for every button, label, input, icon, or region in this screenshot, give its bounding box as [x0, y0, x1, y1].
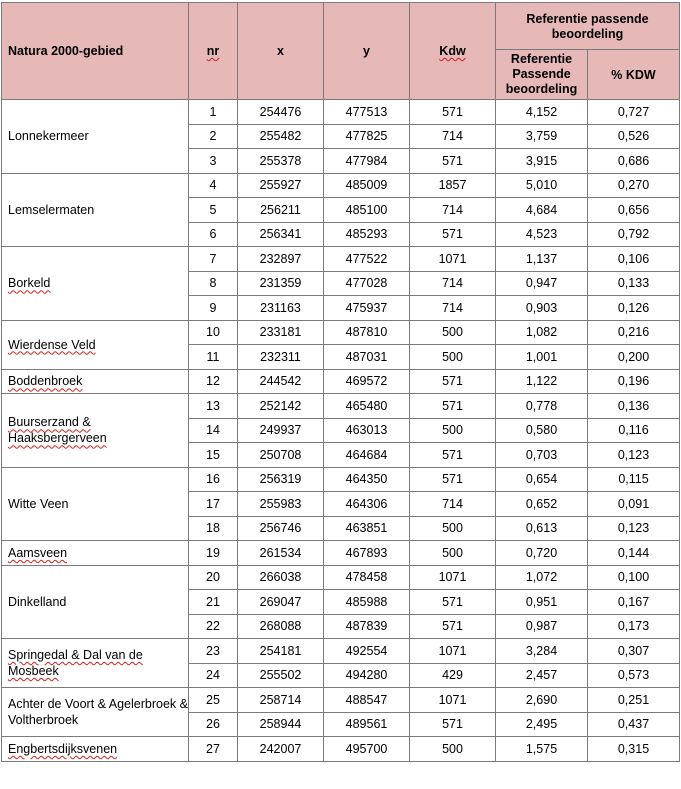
- cell-x: 268088: [238, 614, 324, 639]
- cell-ref: 0,720: [496, 541, 588, 566]
- cell-kdw: 714: [410, 198, 496, 223]
- table-row: [2, 467, 680, 492]
- cell-pct: 0,115: [588, 467, 680, 492]
- cell-pct: 0,727: [588, 100, 680, 125]
- cell-pct: 0,123: [588, 516, 680, 541]
- cell-nr: 18: [189, 516, 238, 541]
- cell-nr: 19: [189, 541, 238, 566]
- cell-nr: 11: [189, 345, 238, 370]
- cell-y: 492554: [324, 639, 410, 664]
- cell-ref: 1,575: [496, 737, 588, 762]
- header-area: Natura 2000-gebied: [2, 3, 189, 100]
- cell-pct: 0,315: [588, 737, 680, 762]
- header-nr: nr: [189, 3, 238, 100]
- cell-kdw: 500: [410, 541, 496, 566]
- cell-kdw: 429: [410, 663, 496, 688]
- cell-y: 469572: [324, 369, 410, 394]
- cell-nr: 23: [189, 639, 238, 664]
- cell-pct: 0,136: [588, 394, 680, 419]
- cell-kdw: 571: [410, 394, 496, 419]
- cell-nr: 21: [189, 590, 238, 615]
- cell-ref: 1,137: [496, 247, 588, 272]
- cell-nr: 9: [189, 296, 238, 321]
- cell-x: 255983: [238, 492, 324, 517]
- cell-kdw: 571: [410, 149, 496, 174]
- cell-kdw: 714: [410, 296, 496, 321]
- cell-y: 467893: [324, 541, 410, 566]
- header-pct-kdw: % KDW: [588, 50, 680, 100]
- cell-nr: 15: [189, 443, 238, 468]
- cell-y: 487839: [324, 614, 410, 639]
- cell-x: 255482: [238, 124, 324, 149]
- cell-x: 255502: [238, 663, 324, 688]
- cell-nr: 25: [189, 688, 238, 713]
- cell-nr: 26: [189, 712, 238, 737]
- cell-kdw: 1071: [410, 688, 496, 713]
- cell-y: 487031: [324, 345, 410, 370]
- area-name-cell: [2, 639, 189, 688]
- cell-ref: 0,613: [496, 516, 588, 541]
- table-row: [2, 394, 680, 419]
- cell-pct: 0,133: [588, 271, 680, 296]
- cell-y: 485009: [324, 173, 410, 198]
- cell-y: 465480: [324, 394, 410, 419]
- cell-pct: 0,270: [588, 173, 680, 198]
- cell-ref: 0,903: [496, 296, 588, 321]
- header-y: y: [324, 3, 410, 100]
- cell-kdw: 571: [410, 369, 496, 394]
- cell-kdw: 1857: [410, 173, 496, 198]
- area-name-cell: [2, 173, 189, 247]
- cell-x: 258714: [238, 688, 324, 713]
- cell-x: 231163: [238, 296, 324, 321]
- cell-x: 266038: [238, 565, 324, 590]
- cell-y: 494280: [324, 663, 410, 688]
- cell-ref: 0,951: [496, 590, 588, 615]
- cell-pct: 0,526: [588, 124, 680, 149]
- header-kdw: Kdw: [410, 3, 496, 100]
- cell-nr: 12: [189, 369, 238, 394]
- cell-kdw: 500: [410, 320, 496, 345]
- cell-x: 261534: [238, 541, 324, 566]
- cell-y: 463013: [324, 418, 410, 443]
- cell-pct: 0,686: [588, 149, 680, 174]
- cell-kdw: 571: [410, 100, 496, 125]
- cell-y: 477513: [324, 100, 410, 125]
- cell-nr: 8: [189, 271, 238, 296]
- cell-nr: 14: [189, 418, 238, 443]
- cell-y: 485988: [324, 590, 410, 615]
- cell-y: 464684: [324, 443, 410, 468]
- cell-x: 255378: [238, 149, 324, 174]
- cell-y: 477028: [324, 271, 410, 296]
- area-name: Aamsveen: [8, 545, 68, 560]
- header-ref-value: Referentie Passende beoordeling: [496, 50, 588, 100]
- table-row: [2, 688, 680, 713]
- table-row: [2, 369, 680, 394]
- cell-y: 485100: [324, 198, 410, 223]
- cell-y: 477984: [324, 149, 410, 174]
- cell-kdw: 571: [410, 712, 496, 737]
- cell-ref: 2,457: [496, 663, 588, 688]
- table-row: [2, 639, 680, 664]
- cell-x: 256319: [238, 467, 324, 492]
- area-name: Springedal & Dal van de Mosbeek: [8, 648, 143, 678]
- cell-kdw: 571: [410, 467, 496, 492]
- cell-nr: 13: [189, 394, 238, 419]
- cell-kdw: 714: [410, 271, 496, 296]
- cell-ref: 2,495: [496, 712, 588, 737]
- cell-kdw: 571: [410, 590, 496, 615]
- area-name-cell: [2, 688, 189, 737]
- table-row: [2, 100, 680, 125]
- table-row: [2, 565, 680, 590]
- area-name-cell: [2, 320, 189, 369]
- cell-kdw: 500: [410, 737, 496, 762]
- cell-nr: 10: [189, 320, 238, 345]
- cell-x: 250708: [238, 443, 324, 468]
- cell-kdw: 714: [410, 492, 496, 517]
- cell-pct: 0,144: [588, 541, 680, 566]
- cell-nr: 16: [189, 467, 238, 492]
- cell-kdw: 500: [410, 345, 496, 370]
- cell-pct: 0,251: [588, 688, 680, 713]
- cell-y: 475937: [324, 296, 410, 321]
- cell-x: 244542: [238, 369, 324, 394]
- cell-x: 254181: [238, 639, 324, 664]
- cell-ref: 4,152: [496, 100, 588, 125]
- cell-x: 255927: [238, 173, 324, 198]
- cell-pct: 0,573: [588, 663, 680, 688]
- document-page: [1, 2, 680, 762]
- cell-x: 258944: [238, 712, 324, 737]
- cell-pct: 0,437: [588, 712, 680, 737]
- table-row: [2, 173, 680, 198]
- cell-kdw: 1071: [410, 639, 496, 664]
- cell-nr: 3: [189, 149, 238, 174]
- cell-pct: 0,792: [588, 222, 680, 247]
- cell-ref: 5,010: [496, 173, 588, 198]
- cell-y: 485293: [324, 222, 410, 247]
- cell-nr: 24: [189, 663, 238, 688]
- area-name: Engbertsdijksvenen: [8, 742, 118, 756]
- area-name-cell: [2, 100, 189, 174]
- area-name: Lemselermaten: [8, 202, 95, 217]
- cell-pct: 0,106: [588, 247, 680, 272]
- cell-ref: 0,987: [496, 614, 588, 639]
- cell-ref: 0,580: [496, 418, 588, 443]
- area-name-cell: [2, 541, 189, 566]
- table-header: [2, 3, 680, 100]
- cell-ref: 0,652: [496, 492, 588, 517]
- cell-y: 464306: [324, 492, 410, 517]
- cell-pct: 0,196: [588, 369, 680, 394]
- cell-pct: 0,200: [588, 345, 680, 370]
- table-row: [2, 541, 680, 566]
- cell-nr: 7: [189, 247, 238, 272]
- cell-y: 487810: [324, 320, 410, 345]
- area-name: Boddenbroek: [8, 374, 83, 389]
- table-row: [2, 737, 680, 762]
- cell-nr: 17: [189, 492, 238, 517]
- cell-nr: 5: [189, 198, 238, 223]
- cell-pct: 0,123: [588, 443, 680, 468]
- cell-nr: 22: [189, 614, 238, 639]
- cell-y: 477825: [324, 124, 410, 149]
- cell-y: 488547: [324, 688, 410, 713]
- cell-pct: 0,100: [588, 565, 680, 590]
- cell-x: 249937: [238, 418, 324, 443]
- cell-ref: 3,915: [496, 149, 588, 174]
- area-name-cell: [2, 394, 189, 468]
- cell-kdw: 714: [410, 124, 496, 149]
- cell-y: 489561: [324, 712, 410, 737]
- cell-kdw: 1071: [410, 247, 496, 272]
- cell-kdw: 571: [410, 443, 496, 468]
- cell-y: 478458: [324, 565, 410, 590]
- area-name: Witte Veen: [8, 496, 69, 511]
- cell-ref: 1,001: [496, 345, 588, 370]
- cell-ref: 0,703: [496, 443, 588, 468]
- area-name: Buurserzand & Haaksbergerveen: [8, 415, 107, 446]
- table-row: [2, 247, 680, 272]
- cell-pct: 0,091: [588, 492, 680, 517]
- cell-kdw: 500: [410, 418, 496, 443]
- cell-y: 495700: [324, 737, 410, 762]
- cell-x: 269047: [238, 590, 324, 615]
- area-name-cell: [2, 737, 189, 762]
- cell-x: 256211: [238, 198, 324, 223]
- cell-pct: 0,216: [588, 320, 680, 345]
- cell-x: 232311: [238, 345, 324, 370]
- cell-ref: 1,082: [496, 320, 588, 345]
- cell-nr: 20: [189, 565, 238, 590]
- cell-nr: 2: [189, 124, 238, 149]
- area-name: Dinkelland: [8, 594, 67, 609]
- cell-x: 254476: [238, 100, 324, 125]
- header-ref-group: Referentie passende beoordeling: [496, 3, 680, 50]
- cell-x: 233181: [238, 320, 324, 345]
- cell-pct: 0,173: [588, 614, 680, 639]
- cell-ref: 1,122: [496, 369, 588, 394]
- area-name-cell: [2, 467, 189, 541]
- area-name-cell: [2, 247, 189, 321]
- area-name-cell: [2, 369, 189, 394]
- cell-kdw: 571: [410, 222, 496, 247]
- cell-y: 464350: [324, 467, 410, 492]
- cell-pct: 0,307: [588, 639, 680, 664]
- cell-nr: 27: [189, 737, 238, 762]
- cell-pct: 0,656: [588, 198, 680, 223]
- cell-nr: 1: [189, 100, 238, 125]
- cell-y: 477522: [324, 247, 410, 272]
- cell-ref: 4,684: [496, 198, 588, 223]
- cell-pct: 0,126: [588, 296, 680, 321]
- table-body: [2, 100, 680, 762]
- cell-y: 463851: [324, 516, 410, 541]
- area-name-cell: [2, 565, 189, 639]
- cell-kdw: 571: [410, 614, 496, 639]
- area-name: Lonnekermeer: [8, 129, 89, 144]
- cell-kdw: 1071: [410, 565, 496, 590]
- cell-ref: 0,947: [496, 271, 588, 296]
- cell-kdw: 500: [410, 516, 496, 541]
- area-name: Borkeld: [8, 276, 51, 291]
- cell-ref: 0,654: [496, 467, 588, 492]
- cell-ref: 1,072: [496, 565, 588, 590]
- cell-x: 242007: [238, 737, 324, 762]
- table-row: [2, 320, 680, 345]
- cell-ref: 0,778: [496, 394, 588, 419]
- cell-nr: 4: [189, 173, 238, 198]
- cell-x: 252142: [238, 394, 324, 419]
- cell-nr: 6: [189, 222, 238, 247]
- cell-x: 231359: [238, 271, 324, 296]
- cell-x: 256746: [238, 516, 324, 541]
- cell-ref: 4,523: [496, 222, 588, 247]
- cell-x: 232897: [238, 247, 324, 272]
- cell-pct: 0,116: [588, 418, 680, 443]
- cell-ref: 3,759: [496, 124, 588, 149]
- area-name: Wierdense Veld: [8, 337, 96, 352]
- cell-ref: 2,690: [496, 688, 588, 713]
- cell-ref: 3,284: [496, 639, 588, 664]
- area-name: Achter de Voort & Agelerbroek & Voltherbroek: [8, 697, 188, 727]
- natura2000-table: [1, 2, 680, 762]
- header-x: x: [238, 3, 324, 100]
- cell-x: 256341: [238, 222, 324, 247]
- cell-pct: 0,167: [588, 590, 680, 615]
